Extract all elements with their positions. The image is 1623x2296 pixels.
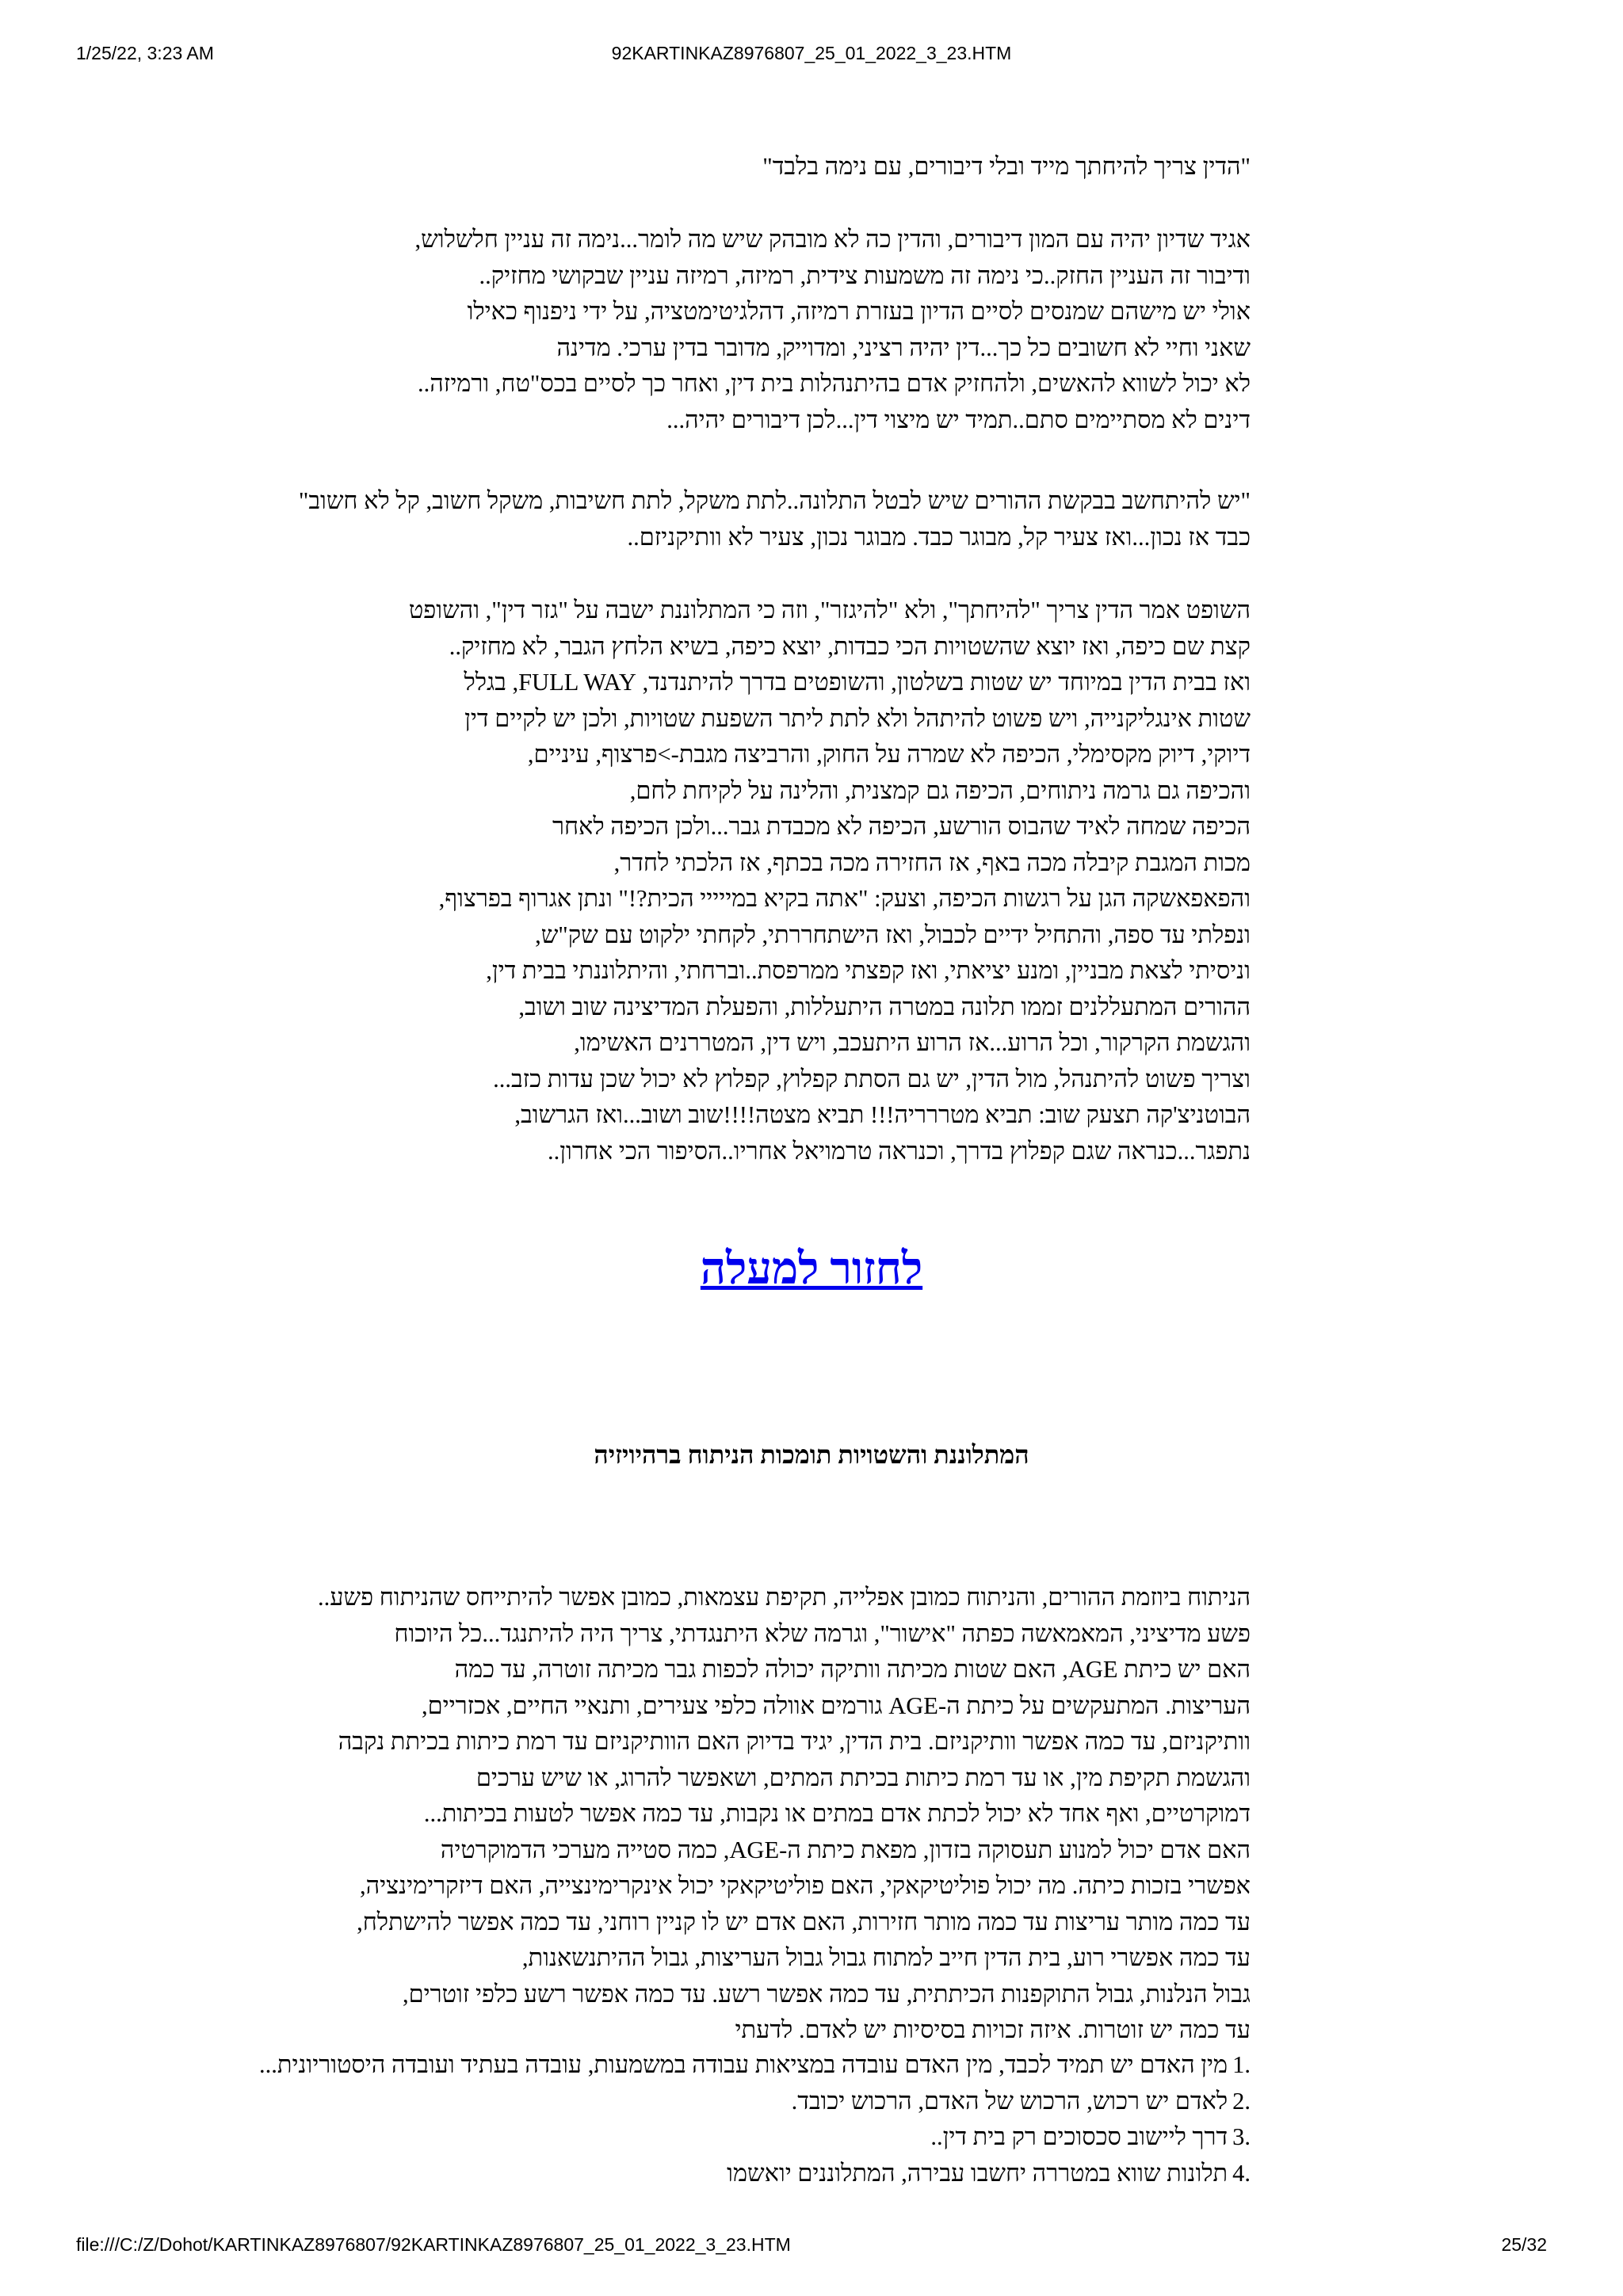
list-item-text: לאדם יש רכוש, הרכוש של האדם, הרכוש יכובד. (791, 2087, 1228, 2115)
text-line: והפאפאשקה הגן על רגשות הכיפה, וצעק: "אתה בקיא במייייי הכית?!" ונתן אגרוף בפרצוף, (438, 885, 1251, 912)
text-line: קצת שם כיפה, ואז יוצא שהשטויות הכי כבדות, יוצא כיפה, בשיא הלחץ הגבר, לא מחזיק.. (449, 632, 1251, 660)
text-line: דיוקי, דיוק מקסימלי, הכיפה לא שמרה על החוק, והרביצה מגבת->פרצוף, עיניים, (527, 741, 1251, 768)
list-item-number: 1. (1232, 2051, 1251, 2078)
paragraph-3 (409, 593, 1251, 1169)
list-item (259, 2156, 1251, 2192)
text-line: הבוטניצ'קה תצעק שוב: תביא מטררריה!!! תביא מצטה!!!!שוב ושוב...ואז הגרשוב, (514, 1101, 1251, 1128)
text-line: אגיד שדיון יהיה עם המון דיבורים, והדין כה לא מובהק שיש מה לומר...נימה זה עניין חלשלוש, (414, 226, 1251, 253)
paragraph-1 (415, 222, 1251, 438)
text-line: וצריך פשוט להיתנהל, מול הדין, יש גם הסתת קפלוץ, קפלוץ לא יכול שכן עדות כזב... (493, 1065, 1251, 1093)
list-item-text: מין האדם יש תמיד לכבד, מין האדם עובדה במציאות עבודה במשמעות, עובדה בעתיד ועובדה היסטוריונית... (259, 2051, 1228, 2078)
text-line: ונפלתי עד ספה, והתחיל ידיים לכבול, ואז הישתחררתי, לקחתי ילקוט עם שק"ש, (535, 921, 1251, 948)
text-line: הניתוח ביוזמת ההורים, והניתוח כמובן אפלייה, תקיפת עצמאות, כמובן אפשר להיתייחס שהניתוח פשע.. (318, 1584, 1251, 1611)
text-line: לא יכול לשווא להאשים, ולהחזיק אדם בהיתנהלות בית דין, ואחר כך לסיים בכס"טח, ורמיזה.. (418, 370, 1251, 397)
text-line: הכיפה שמחה לאיד שהבוס הורשע, הכיפה לא מכבדת גבר...ולכן הכיפה לאחר (552, 813, 1251, 840)
print-datetime: 1/25/22, 3:23 AM (76, 43, 214, 63)
quote-paragraph (762, 149, 1251, 185)
list-item (259, 2119, 1251, 2156)
text-line: דמוקרטיים, ואף אחד לא יכול לכתת אדם במתים או נקבות, עד כמה אפשר לטעות בכיתות... (423, 1800, 1251, 1827)
text-line: האם יש כיתת AGE, האם שטות מכיתה וותיקה יכולה לכפות גבר מכיתה זוטרה, עד כמה (454, 1656, 1251, 1683)
section-heading: המתלוננת והשטויות תומכות הניתוח ברהיויזיה (594, 1440, 1029, 1469)
text-line: העריצות. המתעקשים על כיתת ה-AGE גורמים אוולה כלפי צעירים, ותנאיי החיים, אכזריים, (421, 1691, 1251, 1719)
rights-list (259, 2047, 1251, 2191)
list-item-number: 4. (1232, 2159, 1251, 2187)
paragraph-2 (299, 483, 1251, 555)
list-item (259, 2084, 1251, 2120)
text-line: וניסיתי לצאת מבניין, ומנע יציאתי, ואז קפצתי ממרפסת..וברחתי, והיתלוננתי בבית דין, (486, 957, 1251, 984)
text-line: גבול הנלנות, גבול התוקפנות הכיתתית, עד כמה אפשר רשע. עד כמה אפשר רשע כלפי זוטרים, (402, 1980, 1251, 2008)
text-line: עד כמה אפשרי רוע, בית הדין חייב למתוח גבול גבול העריצות, גבול ההיתנשאנות, (521, 1944, 1251, 1971)
text-line: עד כמה יש זוטרות. איזה זכויות בסיסיות יש לאדם. לדעתי (735, 2016, 1251, 2043)
text-line: ואז בבית הדין במיוחד יש שטות בשלטון, והשופטים בדרך להיתנדנד, FULL WAY, בגלל (464, 669, 1251, 696)
print-file-path: file:///C:/Z/Dohot/KARTINKAZ8976807/92KARTINKAZ8976807_25_01_2022_3_23.HTM (76, 2234, 791, 2255)
list-item-number: 3. (1232, 2123, 1251, 2150)
text-line: האם אדם יכול למנוע תעסוקה בזדון, מפאת כיתת ה-AGE, כמה סטייה מערכי הדמוקרטיה (440, 1836, 1251, 1863)
text-line: דינים לא מסתיימים סתם..תמיד יש מיצוי דין...לכן דיבורים יהיה... (666, 406, 1251, 433)
text-line: והגשמת תקיפת מין, או עד רמת כיתות בכיתת המתים, ושאפשר להרוג, או שיש ערכים (475, 1764, 1251, 1791)
text-line: "יש להיתחשב בבקשת ההורים שיש לבטל התלונה..לתת משקל, לתת חשיבות, משקל חשוב, קל לא חשוב" (298, 487, 1251, 514)
text-line: והגשמת הקרקור, וכל הרוע...אז הרוע היתעכב, ויש דין, המטררנים האשימו, (574, 1029, 1251, 1056)
list-item-text: דרך ליישוב סכסוכים רק בית דין.. (930, 2123, 1228, 2150)
text-line: עד כמה מותר עריצות עד כמה מותר חזירות, האם אדם יש לו קניין רוחני, עד כמה אפשר להישתלח, (357, 1908, 1251, 1936)
text-line: שטות אינגליקנייה, ויש פשוט להיתהל ולא לתת ליתר השפעת שטויות, ולכן יש לקיים דין (464, 704, 1251, 732)
text-line: ההורים המתעללנים זממו תלונה במטרה היתעללות, והפעלת המדיצינה שוב ושוב, (518, 993, 1251, 1020)
list-item (259, 2047, 1251, 2084)
text-line: אולי יש מישהם שמנסים לסיים הדיון בעזרת רמיזה, דהלגיטימטציה, על ידי ניפנוף כאילו (467, 298, 1251, 325)
text-line: נתפגר...כנראה שגם קפלוץ בדרך, וכנראה טרמויאל אחריו..הסיפור הכי אחרון.. (548, 1137, 1251, 1165)
list-item-text: תלונות שווא במטררה יחשבו עבירה, המתלוננים יואשמו (727, 2159, 1228, 2187)
quote-line: "הדין צריך להיחתך מייד ובלי דיבורים, עם נימה בלבד" (762, 153, 1251, 180)
text-line: מכות המגבת קיבלה מכה באף, אז החזירה מכה בכתף, אז הלכתי לחדר, (613, 849, 1251, 876)
back-to-top-link[interactable]: לחזור למעלה (700, 1245, 923, 1294)
list-item-number: 2. (1232, 2087, 1251, 2115)
print-filename: 92KARTINKAZ8976807_25_01_2022_3_23.HTM (611, 43, 1012, 63)
text-line: כבד אז נכון...ואז צעיר קל, מבוגר כבד. מבוגר נכון, צעיר לא וותיקניזם.. (627, 523, 1251, 551)
text-line: וותיקניזם, עד כמה אפשר וותיקניזם. בית הדין, יגיד בדיוק האם הוותיקניזם עד רמת כיתות בכיתת נקבה (338, 1728, 1251, 1755)
paragraph-4 (318, 1580, 1251, 2049)
text-line: השופט אמר הדין צריך "להיחתך", ולא "להיגזר", וזה כי המתלוננת ישבה על "גזר דין", והשופט (408, 597, 1251, 624)
text-line: והכיפה גם גרמה ניתוחים, הכיפה גם קמצנית, והלינה על לקיחת לחם, (629, 776, 1251, 804)
text-line: שאני וחיי לא חשובים כל כך...דין יהיה רציני, ומדוייק, מדובר בדין ערכי. מדינה (556, 334, 1251, 361)
text-line: פשע מדיציני, המאמאשה כפתה "אישור", וגרמה שלא היתנגדתי, צריך היה להיתנגד...כל היוכוח (394, 1619, 1251, 1647)
text-line: אפשרי בזכות כיתה. מה יכול פוליטיקאקי, האם פוליטיקאקי יכול אינקרימינצייה, האם דיזקרימינציה, (360, 1872, 1251, 1899)
page-number: 25/32 (1501, 2234, 1547, 2255)
text-line: ודיבור זה העניין החזק..כי נימה זה משמעות צידית, רמיזה, רמיזה עניין שבקושי מחזיק.. (479, 261, 1251, 289)
